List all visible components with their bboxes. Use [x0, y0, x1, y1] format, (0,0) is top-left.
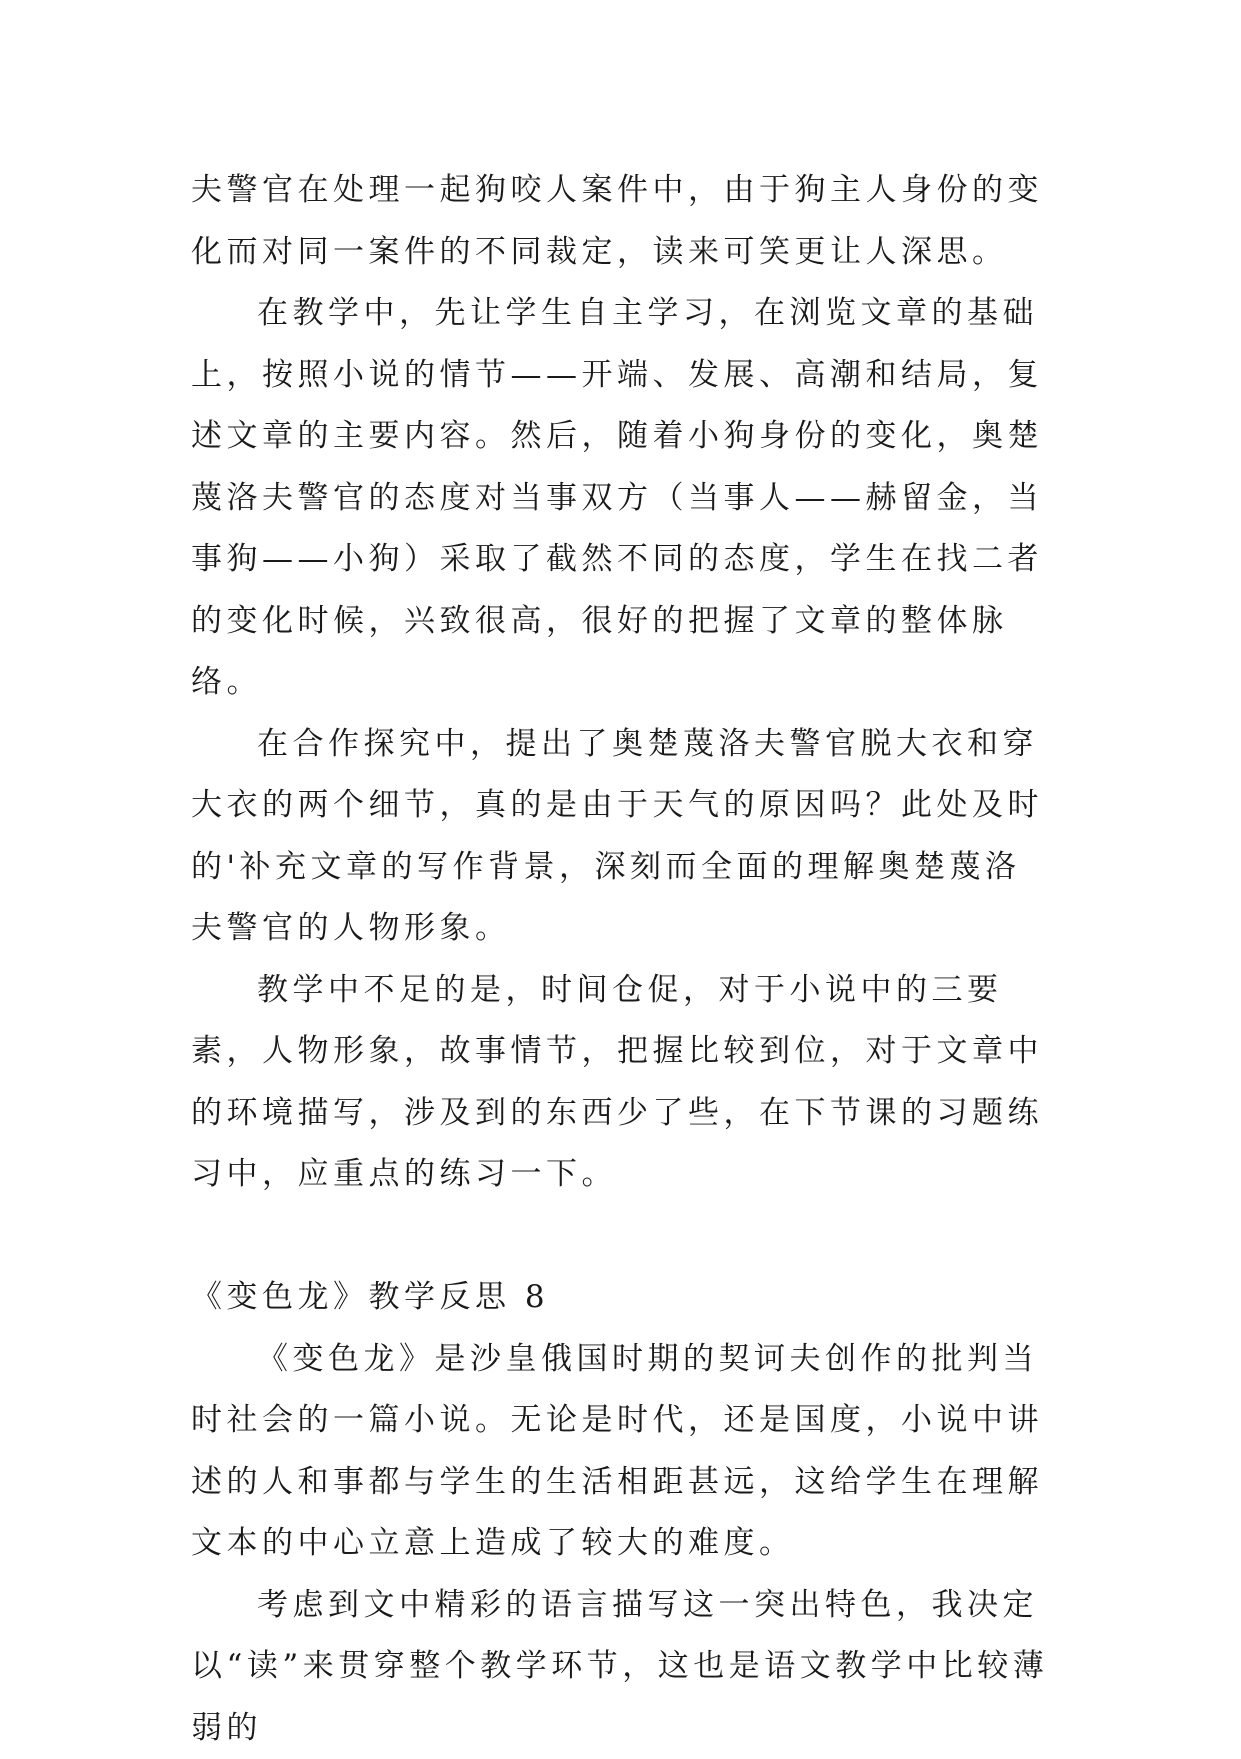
section-title: 《变色龙》教学反思 8 [191, 1267, 1051, 1329]
paragraph-cooperation: 在合作探究中，提出了奥楚蔑洛夫警官脱大衣和穿大衣的两个细节，真的是由于天气的原因吗？此处及时的'补充文章的写作背景，深刻而全面的理解奥楚蔑洛夫警官的人物形象。 [191, 714, 1051, 960]
paragraph-continuation: 夫警官在处理一起狗咬人案件中，由于狗主人身份的变化而对同一案件的不同裁定，读来可笑更让人深思。 [191, 160, 1051, 283]
section-gap [191, 1206, 1051, 1268]
document-body [191, 160, 1051, 1759]
paragraph-introduction: 《变色龙》是沙皇俄国时期的契诃夫创作的批判当时社会的一篇小说。无论是时代，还是国度，小说中讲述的人和事都与学生的生活相距甚远，这给学生在理解文本的中心立意上造成了较大的难度。 [191, 1329, 1051, 1575]
paragraph-reading-approach: 考虑到文中精彩的语言描写这一突出特色，我决定以“读”来贯穿整个教学环节，这也是语文教学中比较薄弱的 [191, 1575, 1051, 1759]
paragraph-teaching: 在教学中，先让学生自主学习，在浏览文章的基础上，按照小说的情节——开端、发展、高潮和结局，复述文章的主要内容。然后，随着小狗身份的变化，奥楚蔑洛夫警官的态度对当事双方（当事人——赫留金，当事狗——小狗）采取了截然不同的态度，学生在找二者的变化时候，兴致很高，很好的把握了文章的整体脉络。 [191, 283, 1051, 714]
paragraph-shortcomings: 教学中不足的是，时间仓促，对于小说中的三要素，人物形象，故事情节，把握比较到位，对于文章中的环境描写，涉及到的东西少了些，在下节课的习题练习中，应重点的练习一下。 [191, 960, 1051, 1206]
